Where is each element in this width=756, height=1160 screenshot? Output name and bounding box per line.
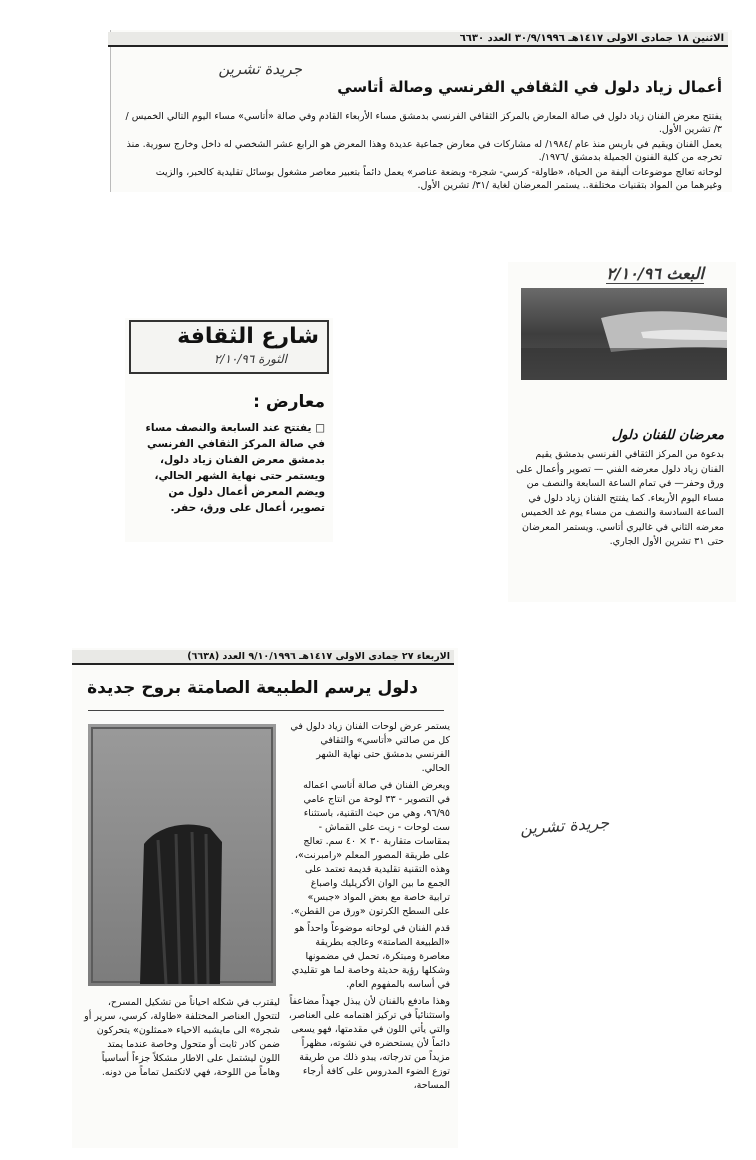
headline-rule <box>88 710 444 711</box>
paragraph: يستمر عرض لوحات الفنان زياد دلول في كل من صالتي «أتاسي» والثقافي الفرنسي بدمشق حتى نهاية الشهر الحالي. <box>290 721 450 774</box>
clipping-althawra-culture-street <box>125 318 333 542</box>
dateline: الاثنين ١٨ جمادى الاولى ١٤١٧هـ ٣٠/٩/١٩٩٦ العدد ٦٦٣٠ <box>108 32 728 47</box>
section-heading: معارض : <box>253 392 325 412</box>
paragraph: وهذا مادفع بالفنان لأن يبذل جهداً مضاعفاً واستثنائياً في تركيز اهتمامه على العناصر، والتي يأتي اللون في مقدمتها، فهو يسعى دائماً لأن يستحضره في نشوته، مظهراً مزيداً من تدرجاته، يبدو ذلك من طريقة توزع الضوء المدروس على كافة أرجاء المساحة، <box>288 996 450 1091</box>
article-left-column: ليقترب في شكله احياناً من تشكيل المسرح، لتتحول العناصر المختلفة «طاولة، كرسي، سرير أو شجرة» الى مايشبه الاحياء «ممثلون» يتحركون ضمن كادر ثابت أو متحول وخاصة عندما يمتد اللون ليشتمل على الاطار مشكلاً جزءاً أساسياً وهاماً من اللوحة، فهي لاتكتمل تماماً من دونه. <box>84 997 280 1078</box>
paragraph: يعمل الفنان ويقيم في باريس منذ عام /١٩٨٤/ له مشاركات في معارض جماعية عديدة وهذا المعرض هو الرابع عشر الشخصي له داخل وخارج سورية. منذ تخرجه من كلية الفنون الجميلة بدمشق /١٩٧٦/. <box>126 139 722 163</box>
paragraph: يفتتح معرض الفنان زياد دلول في صالة المعارض بالمركز الثقافي الفرنسي بدمشق مساء الأربعاء القادم وفي صالة «أتاسي» مساء اليوم التالي الخميس /٣/ تشرين الأول. <box>125 111 722 135</box>
newspaper-handwritten-source: جريدة تشرين <box>218 60 302 78</box>
article-right-column <box>288 720 450 1093</box>
masthead-box <box>129 320 329 374</box>
dateline: الاربعاء ٢٧ جمادى الاولى ١٤١٧هـ ٩/١٠/١٩٩٦ العدد (٦٦٣٨) <box>72 650 454 665</box>
source-date-handwritten: الثورة ٢/١٠/٩٦ <box>213 352 287 366</box>
article-headline: دلول يرسم الطبيعة الصامتة بروح جديدة <box>87 678 418 698</box>
item-text: □ يفتتح عند السابعة والنصف مساء في صالة المركز الثقافي الفرنسي بدمشق معرض الفنان زياد دلول، ويستمر حتى نهاية الشهر الحالي، ويضم المعرض أعمال دلول من تصوير، أعمال على ورق، حفر. <box>145 422 325 514</box>
clipping-tishreen-opening <box>110 30 732 192</box>
masthead-title: شارع الثقافة <box>177 324 319 349</box>
article-body: بدعوة من المركز الثقافي الفرنسي بدمشق يقيم الفنان زياد دلول معرضه الفني — تصوير وأعمال على ورق وحفر— في تمام الساعة السابعة والنصف من مساء اليوم الأربعاء. كما يفتتح الفنان زياد دلول في الساعة السادسة والنصف من مساء يوم غد الخميس معرضه الثاني في غاليري أتاسي. ويستمر المعرضان حتى ٣١ تشرين الأول الجاري. <box>516 449 724 547</box>
clipping-albaath-two-exhibitions <box>508 262 736 602</box>
still-life-painting-photo <box>88 724 276 986</box>
exhibition-photo <box>521 288 727 380</box>
handwritten-source-note: جريدة تشرين <box>519 812 610 839</box>
article-headline: أعمال زياد دلول في الثقافي الفرنسي وصالة أتاسي <box>337 78 722 96</box>
paragraph: ويعرض الفنان في صالة أتاسي اعماله في التصوير - ٣٣ لوحة من انتاج عامي ٩٦/٩٥، وهي من حيث التقنية، باستثناء ست لوحات - زيت على القماش - بمقاسات متقاربة ٣٠ × ٤٠ سم. تعالج على طريقة المصور المعلم «رامبرنت»، وهذه التقنية تقليدية قديمة تعتمد على الجمع ما بين الوان الأكريليك واصباغ ترابية خاصة مع بعض المواد «جبس» على السطح الكرتون «ورق من القطن». <box>290 780 450 917</box>
article-body <box>122 110 722 192</box>
article-caption: معرضان للفنان دلول <box>611 428 724 443</box>
clipping-tishreen-review <box>72 648 458 1148</box>
paragraph: لوحاته تعالج موضوعات أليفة من الحياة، «طاولة- كرسي- شجرة- وبضعة عناصر» يعمل دائماً بتعبير معاصر مشغول بوسائل تقليدية كالحبر، والزيت وغيرهما من المواد بتقنيات مختلفة.. يستمر المعرضان لغاية /٣١/ تشرين الأول. <box>155 167 722 191</box>
source-date-handwritten: البعث ٢/١٠/٩٦ <box>606 264 704 283</box>
paragraph: قدم الفنان في لوحاته موضوعاً واحداً هو «الطبيعة الصامتة» وعالجه بطريقة معاصرة ومبتكرة، تحمل في مضمونها وشكلها رؤية حديثة وخاصة لما هو تقليدي في أساسه بالمفهوم العام. <box>291 923 450 990</box>
